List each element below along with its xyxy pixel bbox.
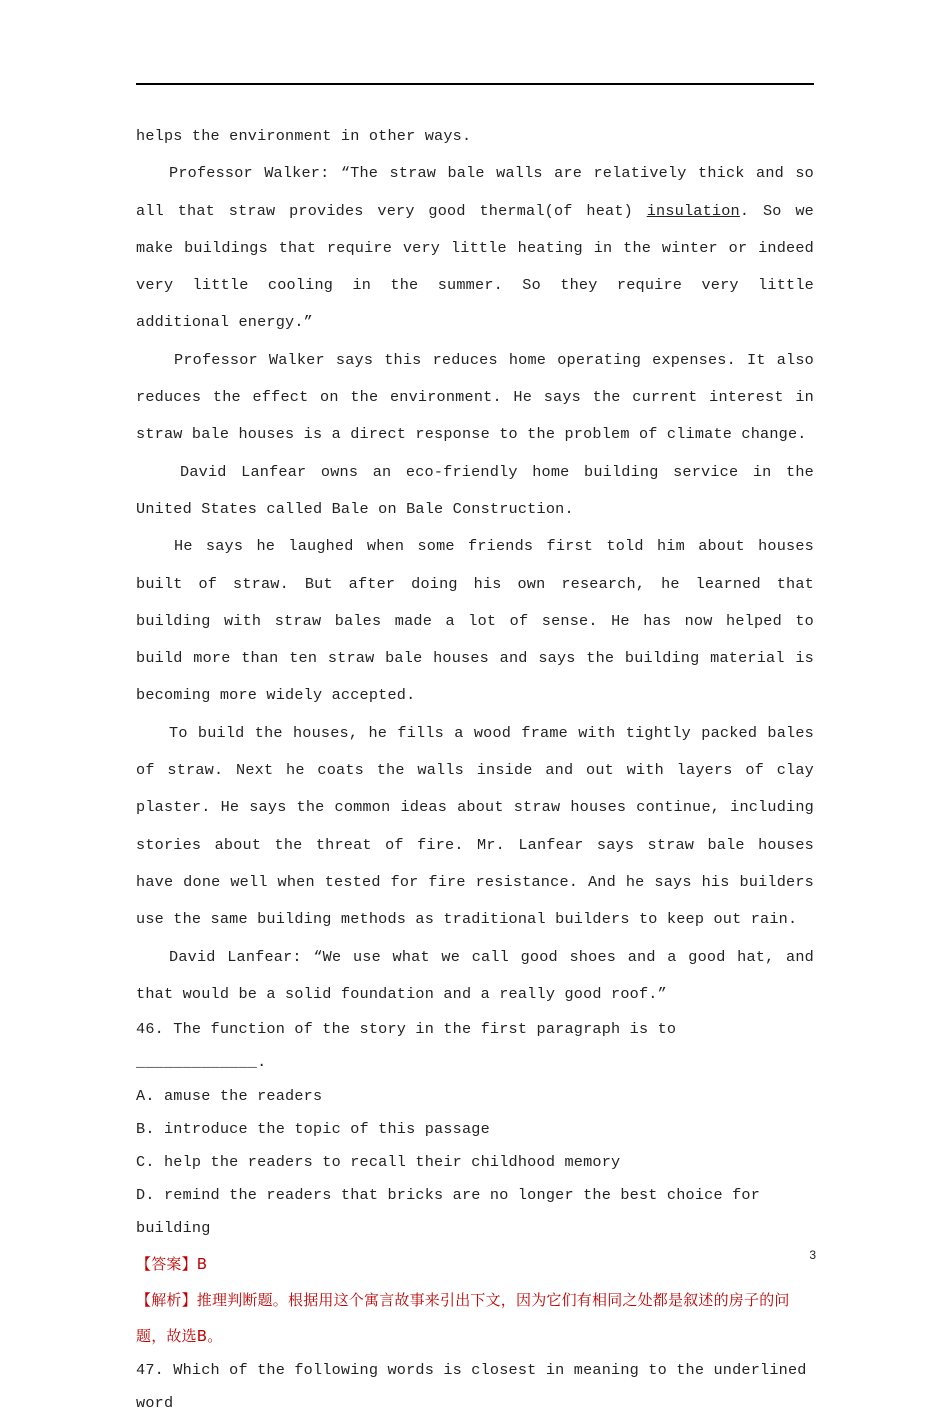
question-47-stem: 47. Which of the following words is closest in meaning to the underlined word (136, 1360, 807, 1412)
underlined-word-insulation: insulation (646, 201, 740, 220)
option-b: B. introduce the topic of this passage (136, 1119, 490, 1138)
paragraph-1-tail: helps the environment in other ways. (136, 127, 472, 145)
option-a: A. amuse the readers (136, 1086, 323, 1105)
option-d: D. remind the readers that bricks are no longer the best choice for building (136, 1186, 761, 1238)
paragraph-walker-quote (136, 155, 814, 341)
paragraph-lanfear-research: He says he laughed when some friends first told him about houses built of straw. But after doing his own research, he learned that building with straw bales made a lot of sense. He has now helped to build more than ten straw bale houses and says the building material is becoming more widely accepted. (136, 537, 814, 705)
paragraph-walker-summary: Professor Walker says this reduces home operating expenses. It also reduces the effect on the environment. He says the current interest in straw bale houses is a direct response to the problem of climate change. (136, 350, 814, 444)
paragraph-lanfear-quote: David Lanfear: “We use what we call good shoes and a good hat, and that would be a solid foundation and a really good roof.” (136, 947, 814, 1003)
walker-quote-part1: Professor Walker: “The straw bale walls are relatively thick and so all that straw provides very good thermal(of heat) (136, 164, 814, 220)
paragraph-lanfear-intro: David Lanfear owns an eco-friendly home building service in the United States called Bale on Bale Construction. (136, 462, 814, 518)
explanation: 【解析】推理判断题。根据用这个寓言故事来引出下文，因为它们有相同之处都是叙述的房子的问题，故选B。 (136, 1290, 790, 1345)
option-c: C. help the readers to recall their childhood memory (136, 1152, 621, 1171)
page-number: 3 (809, 1248, 816, 1262)
answer-label: 【答案】B (136, 1254, 208, 1273)
question-46-stem: 46. The function of the story in the first paragraph is to _____________. (136, 1020, 677, 1072)
header-rule (136, 83, 814, 85)
paragraph-building-method: To build the houses, he fills a wood frame with tightly packed bales of straw. Next he coats the walls inside and out with layers of clay plaster. He says the common ideas about straw houses continue, including stories about the threat of fire. Mr. Lanfear says straw bale houses have done well when tested for fire resistance. And he says his builders use the same building methods as traditional builders to keep out rain. (136, 723, 814, 929)
walker-quote-part2: . So we make buildings that require very little heating in the winter or indeed very little cooling in the summer. So they require very little additional energy.” (136, 201, 815, 332)
document-page (136, 118, 814, 1420)
